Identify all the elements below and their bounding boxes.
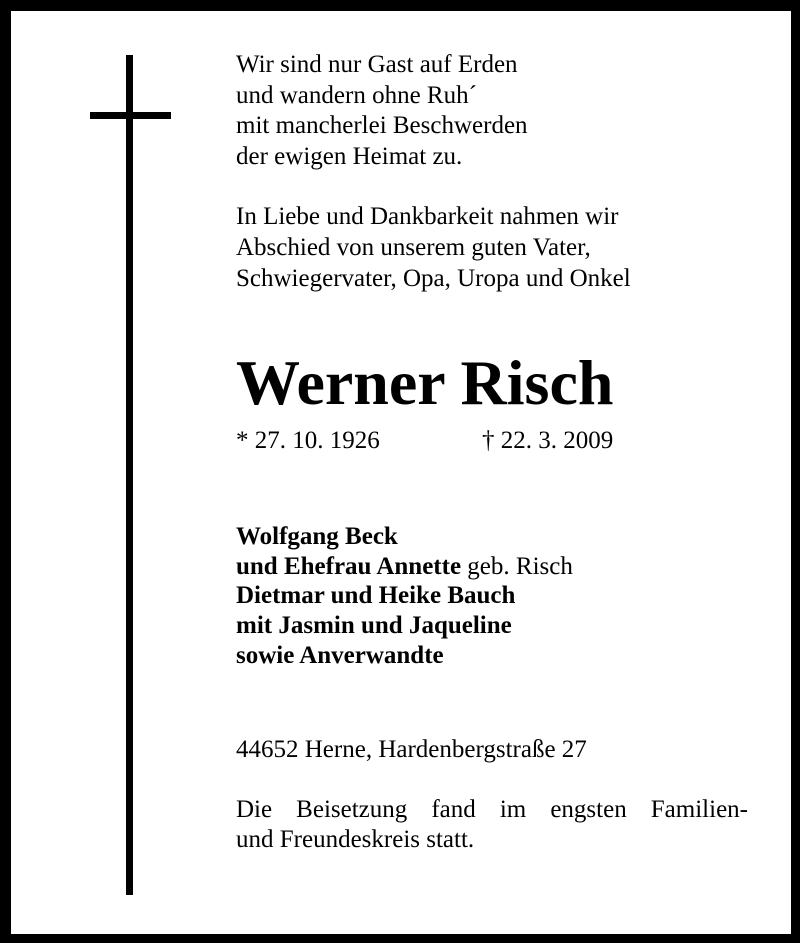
verse-line: mit mancherlei Beschwerden: [236, 112, 528, 140]
funeral-line: Die Beisetzung fand im engsten Familien-: [236, 795, 748, 823]
maiden-name-note: geb. Risch: [461, 552, 573, 580]
intro-line: In Liebe und Dankbarkeit nahmen wir: [236, 203, 619, 231]
funeral-note: [236, 795, 748, 856]
cross-icon-crossbar: [90, 112, 171, 119]
family-address: 44652 Herne, Hardenbergstraße 27: [236, 736, 587, 764]
notice-content: [236, 50, 748, 856]
intro-text: [236, 202, 748, 294]
intro-line: Abschied von unserem guten Vater,: [236, 233, 591, 261]
deceased-name: Werner Risch: [236, 347, 614, 419]
verse-line: der ewigen Heimat zu.: [236, 142, 463, 170]
birth-date: * 27. 10. 1926: [236, 427, 380, 455]
mourner-line: Dietmar und Heike Bauch: [236, 582, 516, 610]
intro-line: Schwiegervater, Opa, Uropa und Onkel: [236, 264, 631, 292]
mourners-list: [236, 522, 748, 670]
funeral-line: und Freundeskreis statt.: [236, 826, 475, 854]
memorial-verse: [236, 50, 748, 172]
mourner-name: und Ehefrau Annette: [236, 552, 462, 580]
verse-line: Wir sind nur Gast auf Erden: [236, 51, 518, 78]
mourner-line: sowie Anverwandte: [236, 641, 444, 669]
mourner-line: mit Jasmin und Jaqueline: [236, 611, 512, 639]
mourner-line: [236, 552, 748, 582]
death-date: † 22. 3. 2009: [482, 427, 614, 455]
cross-icon: [126, 55, 133, 895]
verse-line: und wandern ohne Ruh´: [236, 81, 477, 109]
mourner-line: Wolfgang Beck: [236, 523, 398, 551]
life-dates: [236, 426, 748, 457]
